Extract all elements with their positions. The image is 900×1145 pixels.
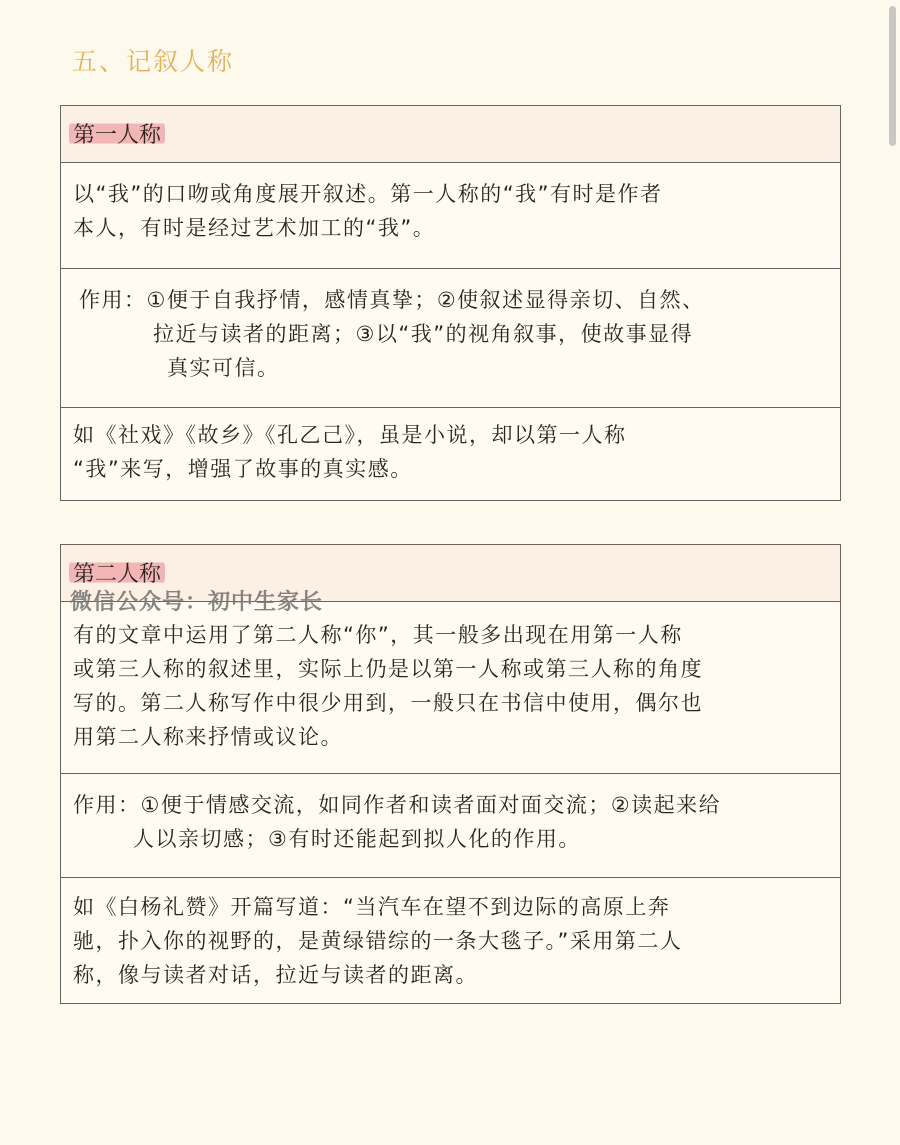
section-title: 五、记叙人称 (72, 47, 235, 76)
text-line: 驰，扑入你的视野的，是黄绿错综的一条大毯子。”采用第二人 (73, 929, 683, 953)
first-person-definition (61, 163, 840, 269)
first-person-header (61, 106, 840, 163)
watermark: 微信公众号：初中生家长 (70, 590, 324, 615)
text-line: 称，像与读者对话，拉近与读者的距离。 (73, 963, 478, 987)
second-person-heading: 第二人称 (69, 557, 165, 588)
text-line: 人以亲切感；③有时还能起到拟人化的作用。 (133, 827, 581, 851)
text-line: 拉近与读者的距离；③以“我”的视角叙事，使故事显得 (153, 322, 694, 346)
scrollbar[interactable] (886, 0, 898, 150)
text-line: “我”来写，增强了故事的真实感。 (73, 457, 413, 481)
first-person-example (61, 408, 840, 496)
text-line: 作用：①便于情感交流，如同作者和读者面对面交流；②读起来给 (73, 793, 722, 817)
text-line: 或第三人称的叙述里，实际上仍是以第一人称或第三人称的角度 (73, 657, 703, 681)
text-line: 如《社戏》《故乡》《孔乙己》，虽是小说，却以第一人称 (73, 423, 627, 447)
text-line: 以“我”的口吻或角度展开叙述。第一人称的“我”有时是作者 (73, 182, 663, 206)
text-line: 用第二人称来抒情或议论。 (73, 725, 343, 749)
second-person-function (61, 774, 840, 878)
text-line: 写的。第二人称写作中很少用到，一般只在书信中使用，偶尔也 (73, 691, 703, 715)
text-line: 本人，有时是经过艺术加工的“我”。 (73, 216, 436, 240)
text-line: 作用：①便于自我抒情，感情真挚；②使叙述显得亲切、自然、 (79, 288, 705, 312)
text-line: 如《白杨礼赞》开篇写道：“当汽车在望不到边际的高原上奔 (73, 895, 671, 919)
first-person-heading: 第一人称 (69, 118, 165, 149)
second-person-definition (61, 602, 840, 774)
text-line: 真实可信。 (167, 356, 280, 380)
first-person-card (60, 105, 841, 501)
first-person-function (61, 269, 840, 408)
second-person-example (61, 878, 840, 1002)
scrollbar-thumb[interactable] (889, 6, 896, 146)
text-line: 有的文章中运用了第二人称“你”，其一般多出现在用第一人称 (73, 623, 683, 647)
